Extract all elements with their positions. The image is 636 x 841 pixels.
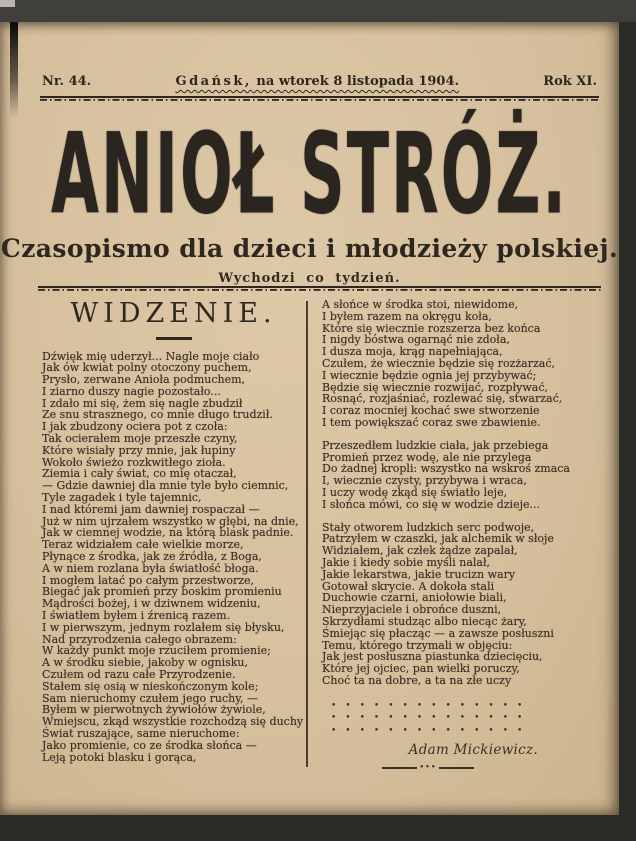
end-of-poem-rule: •••: [382, 767, 474, 769]
poem-left-lines: [42, 351, 305, 764]
poem-line: Wmiejscu, zkąd wszystkie rozchodzą się duchy: [42, 715, 304, 729]
poem-right-lines: [322, 299, 600, 687]
poem-line: Widziałem, jak człek żądze zapalał,: [322, 544, 518, 558]
poem-line: Które się wiecznie rozszerza bez końca: [322, 321, 541, 335]
ellipsis-row: ••••••••••••••: [331, 700, 532, 711]
poem-line: [322, 511, 600, 522]
poem-line: I jak zbudzony ociera pot z czoła:: [42, 420, 228, 434]
ellipsis-row: ••••••••••••••: [331, 725, 532, 736]
issue-number: Nr. 44.: [42, 74, 92, 89]
poem-line: Teraz widziałem całe wielkie morze,: [42, 538, 244, 552]
poem-line: I w pierwszym, jednym rozlałem się błysku,: [42, 620, 285, 634]
poem-line: Byłem w pierwotnych żywiołów żywiole,: [42, 703, 266, 717]
poem-line: Jak jest posłuszna piastunka dziecięciu,: [322, 650, 543, 664]
poem-line: Leją potoki blasku i gorąca,: [42, 750, 197, 764]
poem-line: Skrzydłami studząc albo niecąc żary,: [322, 614, 527, 628]
poem-column-right: [322, 298, 600, 772]
poem-line: Które jej ojciec, pan wielki poruczy,: [322, 662, 520, 676]
poem-line: Jak ów kwiat polny otoczony puchem,: [42, 361, 252, 375]
poem-line: Stały otworem ludzkich serc podwoje,: [322, 520, 535, 534]
poem-line: Czułem od razu całe Przyrodzenie.: [42, 668, 236, 682]
poem-line: Choć ta na dobre, a ta na złe uczy: [322, 673, 512, 687]
ellipsis-row: ••••••••••••••: [331, 713, 532, 724]
poem-line: Będzie się wiecznie rozwijać, rozpływać,: [322, 380, 548, 394]
poem-line: Tyle zagadek i tyle tajemnic,: [42, 491, 202, 505]
poem-line: Mądrości bożej, i w dziwnem widzeniu,: [42, 597, 261, 611]
ellipsis-block: [322, 700, 600, 738]
scan-corner-artifact: [0, 0, 15, 7]
column-divider-rule: [306, 301, 308, 767]
poem-line: Płynące z środka, jak ze źródła, z Boga,: [42, 550, 262, 564]
poem-line: Ze snu strasznego, co mnie długo trudził.: [42, 408, 273, 422]
poem-line: I dusza moja, krąg napełniająca,: [322, 345, 503, 359]
poem-line: I uczy wodę zkąd się światło leje,: [322, 485, 508, 499]
poem-line: Sam nieruchomy czułem jego ruchy, —: [42, 691, 258, 705]
poem-line: Stałem się osią w nieskończonym kole;: [42, 679, 259, 693]
poem-line: A słońce w środka stoi, niewidome,: [322, 298, 519, 311]
poem-line: I zdało mi się, żem się nagle zbudził: [42, 396, 243, 410]
poem-line: Nad przyrodzenia całego obrazem:: [42, 632, 237, 646]
poem-line: I coraz mocniej kochać swe stworzenie: [322, 404, 540, 418]
binding-shadow: [10, 22, 18, 118]
poem-line: Gotował skrycie. A dokoła stali: [322, 579, 495, 593]
poem-line: I nad któremi jam dawniej rospaczał —: [42, 502, 260, 516]
poem-line: Ziemia i cały świat, co mię otaczał,: [42, 467, 237, 481]
poem-line: Temu, którego trzymali w objęciu:: [322, 638, 513, 652]
poem-line: Śmiejąc się płacząc — a zawsze posłuszni: [322, 626, 554, 640]
poem-line: I ziarno duszy nagie pozostało...: [42, 384, 221, 398]
author-signature: Adam Mickiewicz.: [408, 742, 538, 759]
poem-line: I wiecznie będzie ognia jej przybywać;: [322, 368, 537, 382]
poem-line: I nigdy bóstwa ogarnąć nie zdoła,: [322, 333, 510, 347]
poem-title-rule: [156, 337, 192, 340]
poem-line: Tak ocierałem moje przeszłe czyny,: [42, 432, 238, 446]
poem-line: Czułem, że wiecznie będzie się rozżarzać,: [322, 356, 555, 370]
poem-line: W każdy punkt moje rzuciłem promienie;: [42, 644, 271, 658]
poem-title: WIDZENIE.: [70, 298, 277, 329]
masthead-title: ANIOŁ STRÓŻ.: [51, 108, 568, 240]
poem-line: Dźwięk mię uderzył... Nagle moje ciało: [42, 349, 260, 363]
poem-line: Już w nim ujrzałem wszystko w głębi, na dnie,: [42, 514, 299, 528]
poem-line: Prysło, zerwane Anioła podmuchem,: [42, 373, 246, 387]
poem-line: Nieprzyjaciele i obrońce duszni,: [322, 603, 502, 617]
poem-line: I byłem razem na okręgu koła,: [322, 309, 492, 323]
poem-line: I słońca mówi, co się w wodzie dzieje...: [322, 497, 540, 511]
poem-line: Wokoło świeżo rozkwitłego zioła.: [42, 455, 226, 469]
dateline-rest: na wtorek 8 listopada 1904.: [251, 74, 460, 89]
newspaper-page: [0, 22, 619, 815]
poem-line: Świat ruszające, same nieruchome:: [42, 727, 240, 740]
poem-line: Rosnąć, rozjaśniać, rozlewać się, stwarzać,: [322, 392, 563, 406]
poem-line: A w niem rozlana była światłość błoga.: [42, 561, 259, 575]
masthead-frequency-note: Wychodzi co tydzień.: [218, 271, 401, 286]
poem-line: Jako promienie, co ze środka słońca —: [42, 738, 257, 752]
poem-line: I, wiecznie czysty, przybywa i wraca,: [322, 474, 527, 488]
header-rule: [40, 96, 599, 101]
poem-line: I tem powiększać coraz swe zbawienie.: [322, 415, 541, 429]
poem-line: Biegać jak promień przy boskim promieniu: [42, 585, 282, 599]
poem-line: Które wisiały przy mnie, jak łupiny: [42, 443, 236, 457]
dateline: [175, 74, 459, 89]
poem-line: Jakie i kiedy sobie myśli nalał,: [322, 555, 491, 569]
poem-line: Promień przez wodę, ale nie przylega: [322, 450, 532, 464]
masthead-divider-rule: [38, 286, 601, 291]
poem-line: Jak w ciemnej wodzie, na którą blask padnie.: [42, 526, 294, 540]
poem-line: Jakie lekarstwa, jakie trucizn wary: [322, 567, 516, 581]
volume-label: Rok XI.: [543, 74, 597, 89]
poem-line: Patrzyłem w czaszki, jak alchemik w słoje: [322, 532, 554, 546]
poem-line: I światłem byłem i źrenicą razem.: [42, 609, 231, 623]
poem-line: Do żadnej kropli: wszystko na wskroś zmaca: [322, 462, 570, 476]
masthead-subtitle: Czasopismo dla dzieci i młodzieży polskiej.: [0, 234, 619, 263]
poem-line: — Gdzie dawniej dla mnie tyle było ciemnic,: [42, 479, 289, 493]
page-header: [42, 74, 597, 89]
dateline-place: Gdańsk,: [175, 74, 252, 89]
poem-line: A w środku siebie, jakoby w ognisku,: [42, 656, 248, 670]
poem-line: I mogłem latać po całym przestworze,: [42, 573, 255, 587]
scan-background-band: [0, 0, 636, 22]
poem-line: Duchowie czarni, aniołowie biali,: [322, 591, 507, 605]
poem-line: Przeszedłem ludzkie ciała, jak przebiega: [322, 438, 549, 452]
poem-column-left: [42, 298, 305, 763]
